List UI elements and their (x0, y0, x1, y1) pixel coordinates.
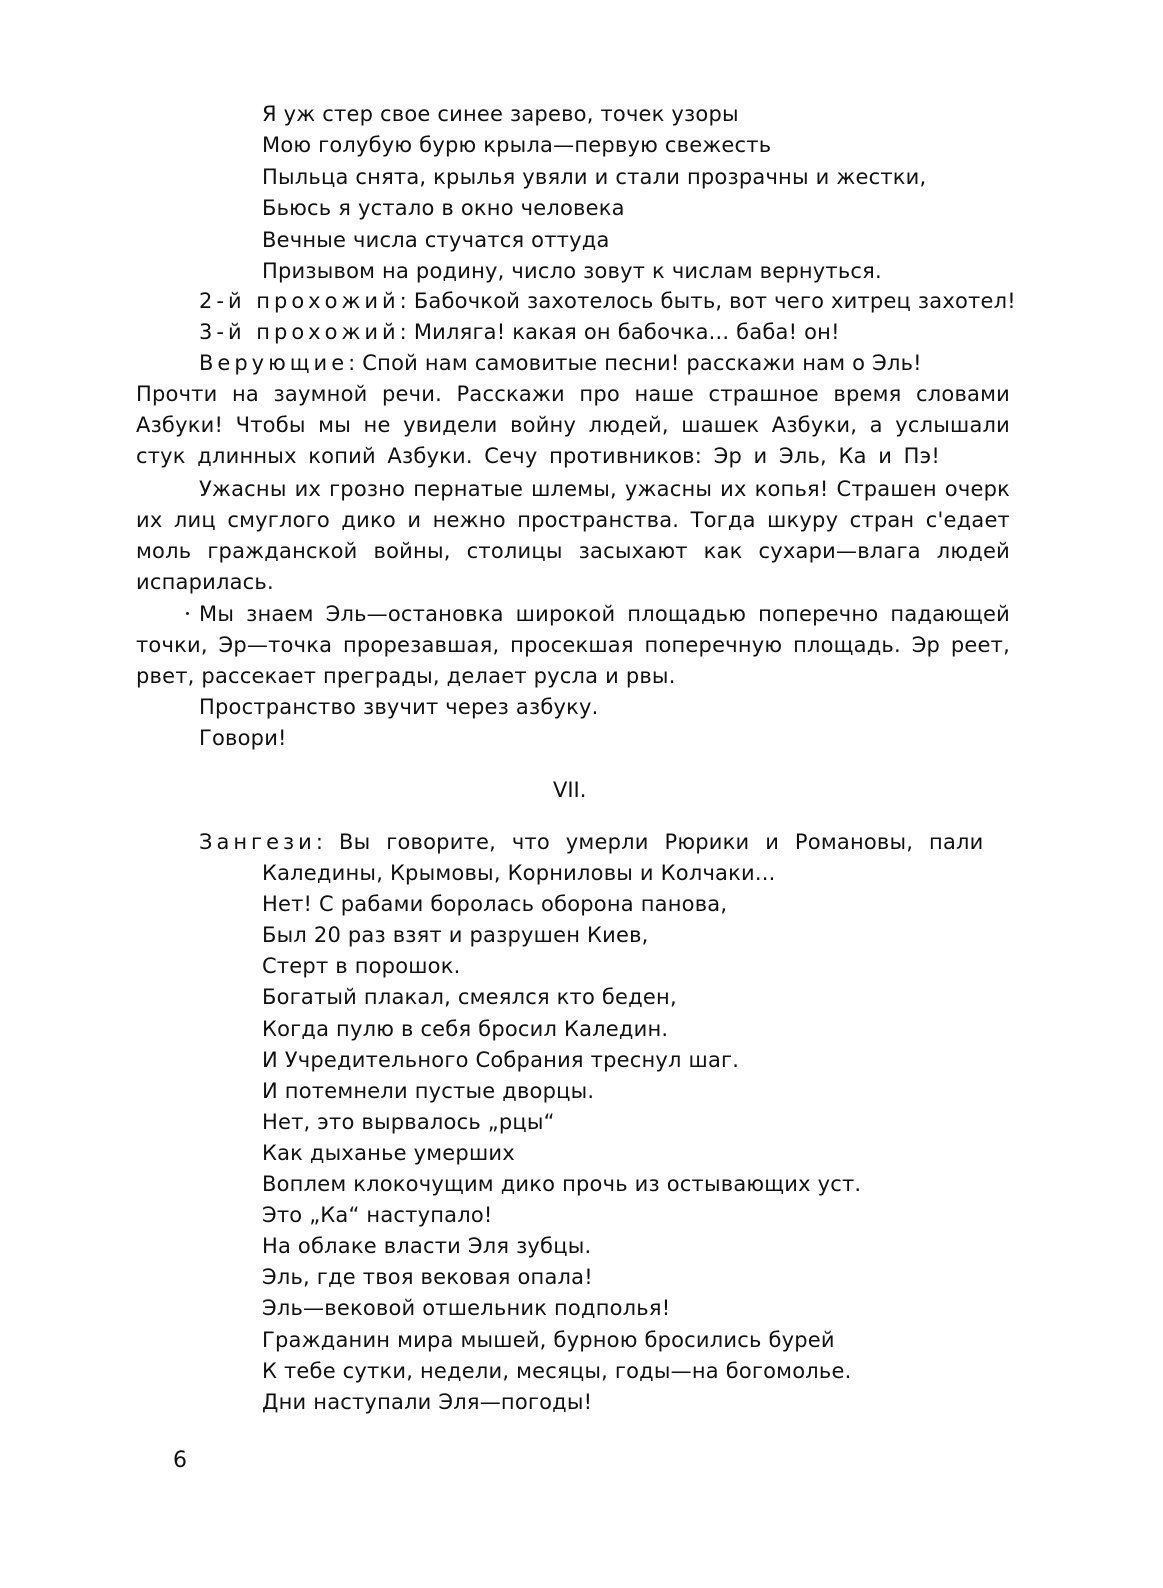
verse-line: К тебе сутки, недели, месяцы, годы—на богомолье. (262, 1358, 852, 1383)
verse-line: Нет, это вырвалось „рцы“ (262, 1109, 555, 1134)
paragraph-line: стук длинных копий Азбуки. Сечу противников: Эр и Эль, Ка и Пэ! (136, 444, 940, 468)
dialogue-line-believers (199, 350, 922, 376)
verse-line: Богатый плакал, смеялся кто беден, (262, 985, 677, 1010)
paragraph-line: точки, Эр—точка прорезавшая, просекшая поперечную площадь. Эр реет, (136, 633, 1010, 657)
verse-line: Дни наступали Эля—погоды! (262, 1389, 593, 1414)
verse-line: Мою голубую бурю крыла—первую свежесть (262, 133, 772, 158)
verse-line: Воплем клокочущим дико прочь из остывающих уст. (262, 1172, 862, 1196)
verse-line: Когда пулю в себя бросил Каледин. (262, 1016, 669, 1041)
paragraph-line: их лиц смуглого дико и нежно пространства. Тогда шкуру стран с'едает (136, 508, 1010, 532)
verse-line: Я уж стер свое синее зарево, точек узоры (262, 102, 739, 126)
dialogue-line-passerby-3 (199, 319, 840, 345)
verse-line: И потемнели пустые дворцы. (262, 1078, 595, 1103)
verse-line: На облаке власти Эля зубцы. (262, 1234, 592, 1259)
paragraph-line: Мы знаем Эль—остановка широкой площадью поперечно падающей (199, 602, 1010, 626)
dialogue-text: : Бабочкой захотелось быть, вот чего хитрец захотел! (399, 289, 1016, 313)
print-speck (186, 612, 189, 615)
paragraph-line: рвет, рассекает преграды, делает русла и рвы. (136, 664, 676, 688)
verse-line: Призывом на родину, число зовут к числам вернуться. (262, 259, 882, 283)
verse-line: Как дыханье умерших (262, 1140, 515, 1165)
dialogue-text: : Вы говорите, что умерли Рюрики и Романовы, пали (315, 830, 984, 854)
paragraph-line: Ужасны их грозно пернатые шлемы, ужасны их копья! Страшен очерк (199, 477, 1010, 501)
paragraph-line: Говори! (199, 726, 287, 750)
verse-line: Стерт в порошок. (262, 954, 461, 979)
speaker-name: 2-й прохожий (199, 289, 400, 313)
verse-line: Пыльца снята, крылья увяли и стали прозрачны и жестки, (262, 164, 927, 189)
verse-line: Эль—вековой отшельник подполья! (262, 1296, 671, 1321)
paragraph-line: Азбуки! Чтобы мы не увидели войну людей, шашек Азбуки, а услышали (136, 413, 1010, 437)
speaker-name: Зангези (199, 830, 316, 854)
verse-line: Вечные числа стучатся оттуда (262, 227, 610, 252)
verse-line: Это „Ка“ наступало! (262, 1203, 493, 1228)
paragraph-line: испарилась. (136, 570, 274, 594)
verse-line: Гражданин мира мышей, бурною бросились бурей (262, 1327, 835, 1352)
paragraph-line: Пространство звучит через азбуку. (199, 695, 599, 719)
verse-line: Эль, где твоя вековая опала! (262, 1265, 593, 1290)
speaker-name: 3-й прохожий (199, 320, 400, 344)
dialogue-text: : Миляга! какая он бабочка... баба! он! (399, 320, 840, 344)
verse-line: Нет! С рабами боролась оборона панова, (262, 892, 728, 917)
paragraph-line: Прочти на заумной речи. Расскажи про наше страшное время словами (136, 382, 1010, 406)
verse-line: И Учредительного Собрания треснул шаг. (262, 1047, 740, 1072)
paragraph-line: моль гражданской войны, столицы засыхают как сухари—влага людей (136, 539, 1010, 563)
verse-line: Был 20 раз взят и разрушен Киев, (262, 923, 649, 948)
dialogue-line-zangezi (199, 829, 1010, 855)
page-number: 6 (173, 1448, 187, 1473)
dialogue-text: : Спой нам самовитые песни! расскажи нам о Эль! (348, 351, 922, 375)
verse-line: Каледины, Крымовы, Корниловы и Колчаки... (262, 861, 776, 885)
speaker-name: Верующие (199, 351, 349, 375)
section-heading: VII. (553, 778, 587, 802)
dialogue-line-passerby-2 (199, 288, 1016, 314)
verse-line: Бьюсь я устало в окно человека (262, 196, 625, 221)
